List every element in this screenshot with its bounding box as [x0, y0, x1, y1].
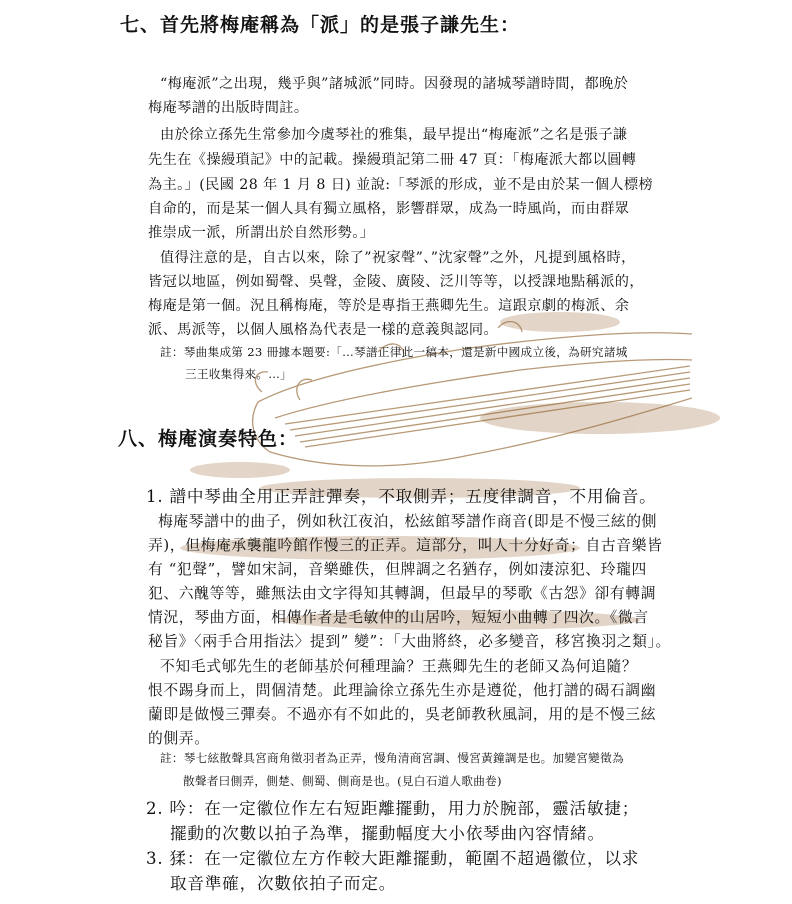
paragraph-line: “梅庵派”之出現，幾乎與”諸城派”同時。因發現的諸城琴譜時間，都晚於 — [160, 76, 629, 92]
footnote-line: 散聲者曰側弄，側楚、側蜀、側商是也。(見白石道人歌曲卷) — [183, 774, 502, 788]
paragraph-line: 由於徐立孫先生常參加今虞琴社的雅集，最早提出“梅庵派”之名是張子謙 — [160, 127, 628, 143]
section-8-heading: 八、梅庵演奏特色： — [118, 428, 299, 450]
paragraph-line: 皆冠以地區，例如蜀聲、吳聲，金陵、廣陵、泛川等等，以授課地點稱派的， — [148, 274, 644, 290]
list-item-2: 2. 吟：在一定徽位作左右短距離擺動，用力於腕部，靈活敏捷； — [146, 799, 640, 818]
paragraph-line: 梅庵是第一個。況且稱梅庵，等於是專指王燕卿先生。這跟京劇的梅派、余 — [148, 298, 630, 314]
footnote-line: 三王收集得來。…」 — [185, 367, 293, 381]
section-7-heading: 七、首先將梅庵稱為「派」的是張子謙先生： — [120, 14, 521, 36]
list-item-1-title: 1. 譜中琴曲全用正弄註彈奏，不取側弄；五度律調音，不用倫音。 — [146, 487, 657, 506]
paragraph-line: 秘旨》〈兩手合用指法〉提到” 變”：「大曲將終，必多變音，移宮換羽之類」。 — [148, 633, 671, 650]
paragraph-line: 弄)，但梅庵承襲龍吟館作慢三的正弄。這部分，叫人十分好奇；自古音樂皆 — [148, 537, 663, 554]
paragraph-line: 自命的，而是某一個人具有獨立風格，影響群眾，成為一時風尚，而由群眾 — [148, 201, 630, 217]
paragraph-line: 推崇成一派，所謂出於自然形勢。」 — [148, 225, 375, 241]
list-item-3-continued: 取音準確，次數依拍子而定。 — [170, 874, 397, 893]
paragraph-line: 不知毛式郇先生的老師基於何種理論？王燕卿先生的老師又為何追隨？ — [160, 658, 638, 675]
paragraph-line: 犯、六醜等等，雖無法由文字得知其轉調，但最早的琴歌《古怨》卻有轉調 — [148, 585, 657, 602]
paragraph-line: 有 “犯聲”，譬如宋詞，音樂雖佚，但牌調之名猶存，例如淒涼犯、玲瓏四 — [148, 561, 647, 578]
list-item-3: 3. 猱：在一定徽位左方作較大距離擺動，範圍不超過徽位，以求 — [146, 849, 640, 868]
paragraph-line: 先生在《操縵瑣記》中的記載。操縵瑣記第二冊 47 頁：「梅庵派大都以圓轉 — [148, 152, 637, 168]
paragraph-line: 恨不踢身而上，問個清楚。此理論徐立孫先生亦是遵從，他打譜的碣石調幽 — [148, 682, 657, 699]
list-item-2-continued: 擺動的次數以拍子為準，擺動幅度大小依琴曲內容情緒。 — [170, 824, 605, 843]
paragraph-line: 值得注意的是，自古以來，除了”祝家聲”、”沈家聲”之外，凡提到風格時， — [160, 250, 636, 266]
paragraph-line: 情況，琴曲方面，相傳作者是毛敏仲的山居吟，短短小曲轉了四次。《微言 — [148, 609, 649, 626]
paragraph-line: 蘭即是做慢三彈奏。不過亦有不如此的，吳老師教秋風詞，用的是不慢三絃 — [148, 706, 657, 723]
paragraph-line: 梅庵琴譜中的曲子，例如秋江夜泊，松絃館琴譜作商音(即是不慢三絃的側 — [158, 513, 658, 530]
footnote-line: 註：琴曲集成第 23 冊據本題要:「…琴譜正律此一稿本，還是新中國成立後，為研究諸城 — [160, 345, 628, 359]
paragraph-line: 為主。」(民國 28 年 1 月 8 日) 並說:「琴派的形成，並不是由於某一個人標榜 — [148, 177, 654, 193]
paragraph-line: 的側弄。 — [148, 730, 210, 747]
paragraph-line: 梅庵琴譜的出版時間註。 — [148, 100, 309, 116]
footnote-line: 註：琴七絃散聲具宮商角徵羽者為正弄，慢角清商宮調、慢宮黃鐘調是也。加變宮變徵為 — [160, 751, 624, 765]
paragraph-line: 派、馬派等，以個人風格為代表是一樣的意義與認同。 — [148, 322, 499, 338]
